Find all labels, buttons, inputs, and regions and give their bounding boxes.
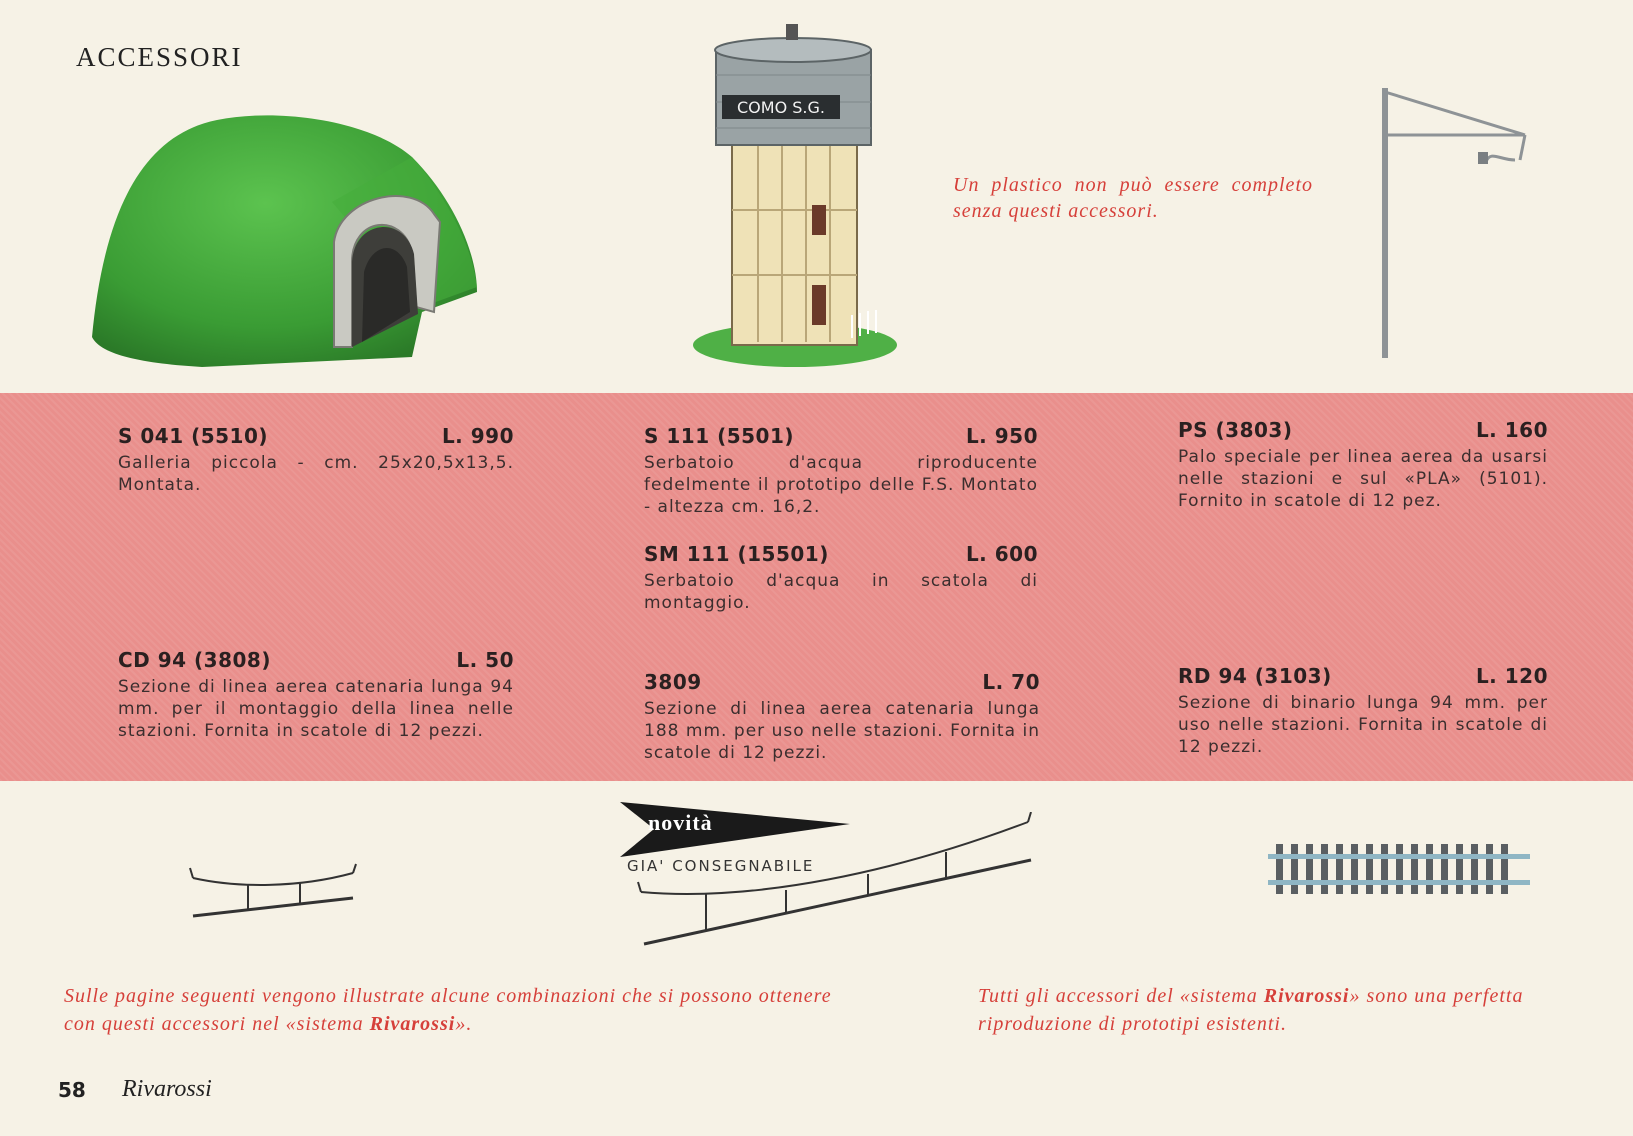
entry-desc: Serbatoio d'acqua riproducente fedelmente il prototipo delle F.S. Montato - altezza cm. 16,2. <box>644 453 1038 517</box>
tunnel-illustration <box>82 102 492 372</box>
entry-price: L. 990 <box>441 424 514 448</box>
entry-code: S 041 (5510) <box>118 424 269 448</box>
entry-desc: Serbatoio d'acqua in scatola di montaggio. <box>644 571 1038 613</box>
novita-label: novità <box>648 810 713 835</box>
entry-desc: Sezione di linea aerea catenaria lunga 188 mm. per uso nelle stazioni. Fornita in scatole di 12 pezzi. <box>644 699 1040 763</box>
catalog-entry <box>644 424 1038 518</box>
entry-desc: Sezione di binario lunga 94 mm. per uso nelle stazioni. Fornita in scatole di 12 pezzi. <box>1178 693 1548 757</box>
catenary-pole-illustration <box>1370 80 1540 365</box>
catalog-entry <box>644 542 1038 614</box>
entry-price: L. 70 <box>982 670 1040 694</box>
entry-desc: Galleria piccola - cm. 25x20,5x13,5. Montata. <box>118 453 514 495</box>
entry-code: 3809 <box>644 670 702 694</box>
footer-note-left <box>64 982 854 1038</box>
entry-code: CD 94 (3808) <box>118 648 271 672</box>
page-title: ACCESSORI <box>76 42 243 72</box>
long-catenary-illustration <box>636 812 1036 952</box>
entry-price: L. 50 <box>456 648 514 672</box>
entry-price: L. 950 <box>965 424 1038 448</box>
entry-price: L. 120 <box>1475 664 1548 688</box>
footer-note-right <box>978 982 1538 1038</box>
entry-code: S 111 (5501) <box>644 424 795 448</box>
entry-code: PS (3803) <box>1178 418 1293 442</box>
footer-right-end: » sono una perfetta riproduzione di prototipi esistenti. <box>978 985 1524 1035</box>
catalog-entry <box>644 670 1040 764</box>
entry-code: RD 94 (3103) <box>1178 664 1332 688</box>
entry-desc: Sezione di linea aerea catenaria lunga 94 mm. per il montaggio della linea nelle stazioni. Fornita in scatole di 12 pezzi. <box>118 677 514 741</box>
gia-consegnabile: GIA' CONSEGNABILE <box>627 857 815 875</box>
short-catenary-illustration <box>188 858 358 924</box>
footer-right-text: Tutti gli accessori del «sistema <box>978 985 1264 1007</box>
entry-code: SM 111 (15501) <box>644 542 829 566</box>
footer-left-end: ». <box>455 1013 473 1035</box>
catalog-entry <box>1178 418 1548 512</box>
brand-inline: Rivarossi <box>1263 985 1350 1007</box>
footer-left-text: Sulle pagine seguenti vengono illustrate alcune combinazioni che si possono ottenere con questi accessori nel «sistema <box>64 985 832 1035</box>
entry-price: L. 600 <box>965 542 1038 566</box>
catalog-entry <box>118 424 514 496</box>
water-tower-illustration <box>680 20 900 375</box>
intro-text: Un plastico non può essere completo senza questi accessori. <box>953 174 1313 222</box>
catalog-entry <box>118 648 514 742</box>
tower-label: COMO S.G. <box>737 98 825 117</box>
entry-desc: Palo speciale per linea aerea da usarsi nelle stazioni e sul «PLA» (5101). Fornito in scatole di 12 pez. <box>1178 447 1548 511</box>
brand-signature: Rivarossi <box>122 1076 212 1102</box>
brand-inline: Rivarossi <box>369 1013 456 1035</box>
entry-price: L. 160 <box>1475 418 1548 442</box>
page-number: 58 <box>58 1078 86 1102</box>
track-section-illustration <box>1268 838 1530 900</box>
catalog-entry <box>1178 664 1548 758</box>
